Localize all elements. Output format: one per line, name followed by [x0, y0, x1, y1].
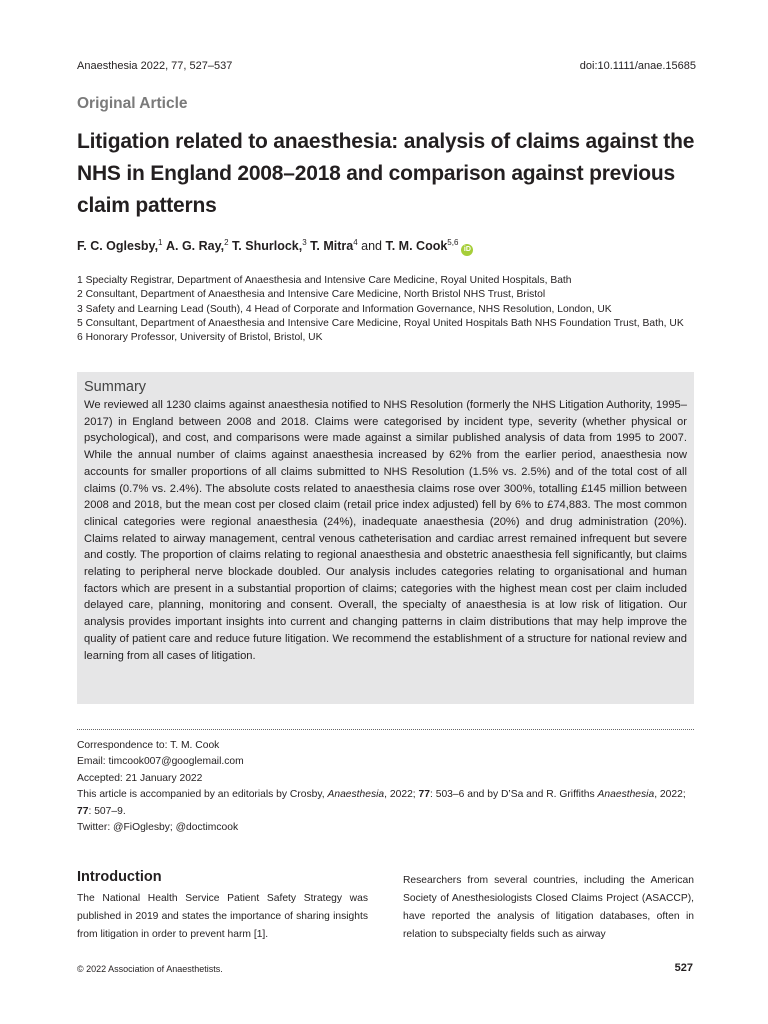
author-name[interactable]: A. G. Ray, [165, 239, 225, 253]
author-name[interactable]: T. Mitra [310, 239, 354, 253]
correspondence-block [77, 738, 694, 836]
summary-box [77, 372, 694, 704]
affiliation-line: 5 Consultant, Department of Anaesthesia and Intensive Care Medicine, Royal United Hospitals Bath NHS Foundation Trust, Bath, UK [77, 317, 684, 329]
author-list [77, 238, 473, 256]
affiliation-line: 3 Safety and Learning Lead (South), 4 Head of Corporate and Information Governance, NHS Resolution, London, UK [77, 303, 612, 315]
author-name[interactable]: T. Shurlock, [232, 239, 303, 253]
affiliations [77, 274, 697, 345]
editorial-note: This article is accompanied by an editorials by Crosby, Anaesthesia, 2022; 77: 503–6 and by D’Sa and R. Griffiths Anaesthesia, 2022; 77: 507–9. [77, 789, 686, 817]
author-affiliation-marker: 2 [224, 238, 229, 247]
affiliation-line: 6 Honorary Professor, University of Bristol, Bristol, UK [77, 332, 323, 344]
accepted-date: Accepted: 21 January 2022 [77, 772, 203, 784]
author-affiliation-marker: 3 [302, 238, 307, 247]
correspondence-email[interactable]: Email: timcook007@googlemail.com [77, 756, 244, 768]
introduction-left-column: The National Health Service Patient Safety Strategy was published in 2019 and states the importance of sharing insights from litigation in order to prevent harm [1]. [77, 893, 368, 940]
author-conjunction: and [361, 239, 382, 253]
author-affiliation-marker: 5,6 [447, 238, 459, 247]
author-affiliation-marker: 4 [353, 238, 358, 247]
author-name[interactable]: F. C. Oglesby, [77, 239, 159, 253]
author-name[interactable]: T. M. Cook [385, 239, 448, 253]
article-title: Litigation related to anaesthesia: analysis of claims against the NHS in England 2008–2018 and comparison against previous claim patterns [77, 130, 695, 217]
affiliation-line: 2 Consultant, Department of Anaesthesia and Intensive Care Medicine, North Bristol NHS Trust, Bristol [77, 289, 546, 301]
introduction-right-column: Researchers from several countries, including the American Society of Anesthesiologists Closed Claims Project (ASACCP), have reported the analysis of litigation databases, often in relation to subspecialty fields such as airway [403, 875, 694, 940]
copyright-notice: © 2022 Association of Anaesthetists. [77, 964, 223, 974]
author-affiliation-marker: 1 [158, 238, 163, 247]
article-type: Original Article [77, 95, 188, 112]
section-divider [77, 729, 694, 730]
affiliation-line: 1 Specialty Registrar, Department of Anaesthesia and Intensive Care Medicine, Royal United Hospitals, Bath [77, 275, 572, 286]
page-number: 527 [674, 962, 693, 974]
introduction-heading: Introduction [77, 869, 162, 885]
doi-link[interactable]: doi:10.1111/anae.15685 [579, 60, 696, 72]
twitter-handles[interactable]: Twitter: @FiOglesby; @doctimcook [77, 822, 239, 834]
summary-text: We reviewed all 1230 claims against anaesthesia notified to NHS Resolution (formerly the NHS Litigation Authority, 1995–2017) in England between 2008 and 2018. Claims were categorised by incident type, severity (whether physical or psychological), and cost, and comparisons were made against a similar published analysis of data from 1995 to 2007. While the annual number of claims against anaesthesia increased by 62% from the earlier period, anaesthesia now accounts for smaller proportions of all claims submitted to NHS Resolution (1.5% vs. 2.5%) and of the total cost of all claims (0.7% vs. 2.4%). The absolute costs related to anaesthesia claims rose over 300%, totalling £145 million between 2008 and 2018, but the mean cost per closed claim (retail price index adjusted) fell by 6% to £74,883. The most common clinical categories were regional anaesthesia (24%), inadequate anaesthesia (20%) and drug administration (20%). Claims related to airway management, central venous catheterisation and cardiac arrest remained infrequent but severe and costly. The proportion of claims relating to regional anaesthesia and obstetric anaesthesia fell significantly, but claims relating to peripheral nerve blockade doubled. Our analysis includes categories relating to organisational and human factors which are present in a substantial proportion of claims; categories with the highest mean cost per claim included delayed care, planning, monitoring and consent. Overall, the specialty of anaesthesia is at low risk of litigation. Our analysis provides important insights into current and changing patterns in claim distributions that may help improve the quality of patient care and reduce future litigation. We recommend the establishment of a structure for national review and learning from all cases of litigation. [84, 399, 687, 662]
journal-reference: Anaesthesia 2022, 77, 527–537 [77, 60, 233, 72]
correspondence-to: Correspondence to: T. M. Cook [77, 740, 220, 751]
orcid-icon[interactable]: iD [461, 244, 473, 256]
summary-heading: Summary [84, 379, 147, 395]
